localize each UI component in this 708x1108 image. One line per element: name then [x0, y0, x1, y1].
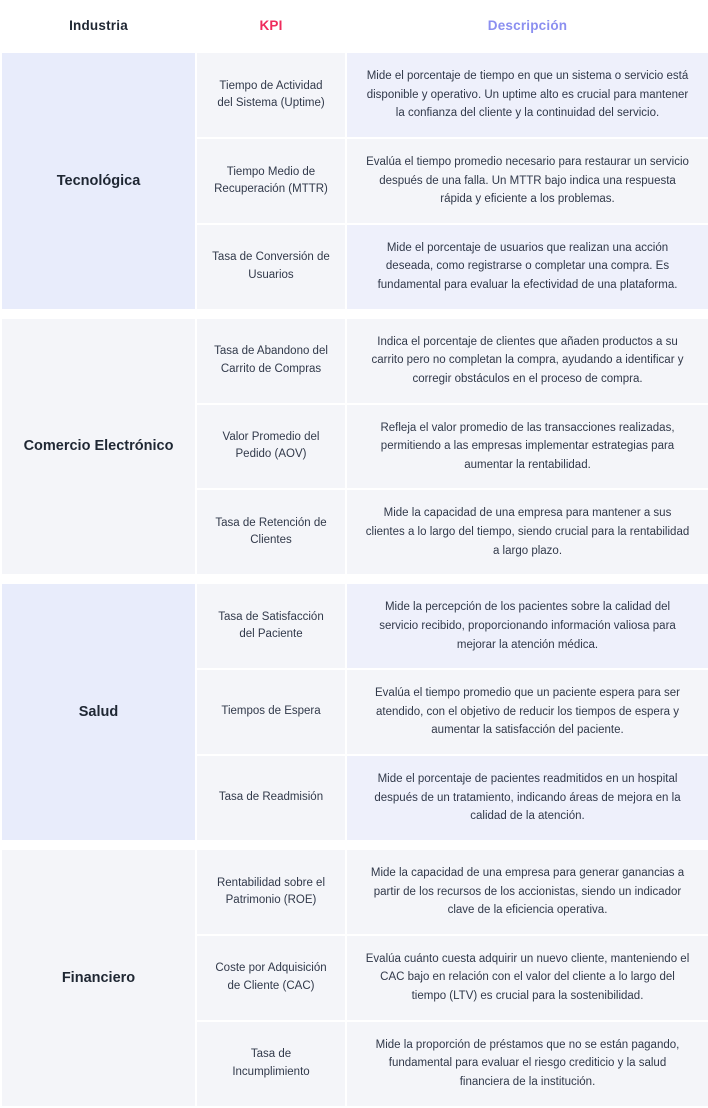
description-cell: Evalúa el tiempo promedio que un paciente espera para ser atendido, con el objetivo de reducir los tiempos de espera y aumentar la satisfacción del paciente. [347, 670, 708, 754]
group-separator [2, 311, 708, 317]
table-row [2, 319, 708, 403]
description-cell: Mide el porcentaje de usuarios que realizan una acción deseada, como registrarse o completar una compra. Es fundamental para evaluar la efectividad de una plataforma. [347, 225, 708, 309]
description-cell: Mide el porcentaje de tiempo en que un sistema o servicio está disponible y operativo. Un uptime alto es crucial para mantener la confianza del cliente y la continuidad del servicio. [347, 53, 708, 137]
kpi-cell: Coste por Adquisición de Cliente (CAC) [197, 936, 345, 1020]
column-header-description: Descripción [347, 2, 708, 51]
kpi-cell: Valor Promedio del Pedido (AOV) [197, 405, 345, 489]
table-row [2, 850, 708, 934]
description-cell: Evalúa el tiempo promedio necesario para restaurar un servicio después de una falla. Un MTTR bajo indica una respuesta rápida y eficiente a los problemas. [347, 139, 708, 223]
separator-cell [347, 576, 708, 582]
kpi-cell: Tasa de Retención de Clientes [197, 490, 345, 574]
description-cell: Refleja el valor promedio de las transacciones realizadas, permitiendo a las empresas implementar estrategias para aumentar la rentabilidad. [347, 405, 708, 489]
group-separator [2, 842, 708, 848]
kpi-cell: Tiempo de Actividad del Sistema (Uptime) [197, 53, 345, 137]
description-cell: Indica el porcentaje de clientes que añaden productos a su carrito pero no completan la compra, ayudando a identificar y corregir obstáculos en el proceso de compra. [347, 319, 708, 403]
industry-cell: Salud [2, 584, 195, 840]
column-header-industry: Industria [2, 2, 195, 51]
kpi-cell: Tiempos de Espera [197, 670, 345, 754]
separator-cell [347, 311, 708, 317]
table-row [2, 53, 708, 137]
industry-cell: Financiero [2, 850, 195, 1106]
kpi-cell: Tasa de Incumplimiento [197, 1022, 345, 1106]
kpi-cell: Tasa de Conversión de Usuarios [197, 225, 345, 309]
description-cell: Evalúa cuánto cuesta adquirir un nuevo cliente, manteniendo el CAC bajo en relación con el valor del cliente a lo largo del tiempo (LTV) es crucial para la sostenibilidad. [347, 936, 708, 1020]
kpi-cell: Tasa de Readmisión [197, 756, 345, 840]
kpi-cell: Tasa de Satisfacción del Paciente [197, 584, 345, 668]
industry-cell: Tecnológica [2, 53, 195, 309]
description-cell: Mide la percepción de los pacientes sobre la calidad del servicio recibido, proporcionando información valiosa para mejorar la atención médica. [347, 584, 708, 668]
separator-cell [2, 576, 195, 582]
description-cell: Mide el porcentaje de pacientes readmitidos en un hospital después de un tratamiento, indicando áreas de mejora en la calidad de la atención. [347, 756, 708, 840]
table-body [2, 53, 708, 1106]
separator-cell [197, 842, 345, 848]
separator-cell [197, 576, 345, 582]
kpi-cell: Tiempo Medio de Recuperación (MTTR) [197, 139, 345, 223]
separator-cell [197, 311, 345, 317]
separator-cell [2, 842, 195, 848]
separator-cell [347, 842, 708, 848]
industry-cell: Comercio Electrónico [2, 319, 195, 575]
description-cell: Mide la proporción de préstamos que no se están pagando, fundamental para evaluar el riesgo crediticio y la salud financiera de la institución. [347, 1022, 708, 1106]
group-separator [2, 576, 708, 582]
column-header-kpi: KPI [197, 2, 345, 51]
table-header [2, 2, 708, 51]
description-cell: Mide la capacidad de una empresa para mantener a sus clientes a lo largo del tiempo, siendo crucial para la rentabilidad a largo plazo. [347, 490, 708, 574]
separator-cell [2, 311, 195, 317]
description-cell: Mide la capacidad de una empresa para generar ganancias a partir de los recursos de los accionistas, siendo un indicador clave de la eficiencia operativa. [347, 850, 708, 934]
kpi-cell: Rentabilidad sobre el Patrimonio (ROE) [197, 850, 345, 934]
kpi-cell: Tasa de Abandono del Carrito de Compras [197, 319, 345, 403]
header-row [2, 2, 708, 51]
table-row [2, 584, 708, 668]
